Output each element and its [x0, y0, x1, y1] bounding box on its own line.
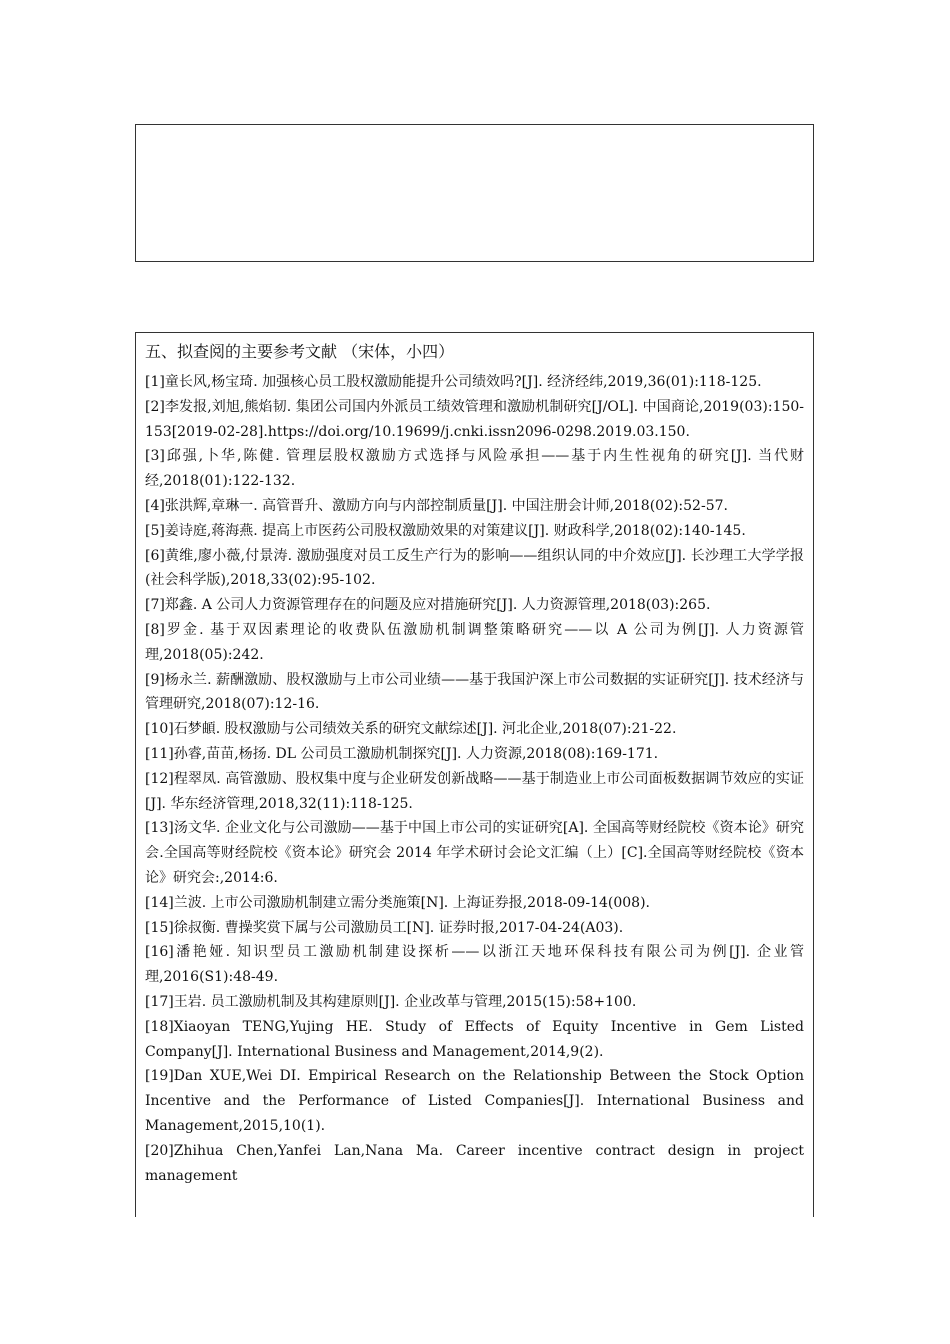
section-heading: 五、拟查阅的主要参考文献 （宋体，小四）: [145, 342, 455, 361]
reference-item: [4]张洪辉,章琳一. 高管晋升、激励方向与内部控制质量[J]. 中国注册会计师,2018(02):52-57.: [145, 497, 728, 514]
reference-item: [3]邱强,卜华,陈健. 管理层股权激励方式选择与风险承担——基于内生性视角的研究[J]. 当代财经,2018(01):122-132.: [145, 448, 804, 490]
reference-item: [9]杨永兰. 薪酬激励、股权激励与上市公司业绩——基于我国沪深上市公司数据的实证研究[J]. 技术经济与管理研究,2018(07):12-16.: [145, 671, 804, 713]
reference-item: [18]Xiaoyan TENG,Yujing HE. Study of Effects of Equity Incentive in Gem Listed Company[J]. International Business and Management,2014,9(2).: [145, 1018, 804, 1060]
reference-item: [5]姜诗庭,蒋海燕. 提高上市医药公司股权激励效果的对策建议[J]. 财政科学,2018(02):140-145.: [145, 522, 746, 539]
reference-item: [20]Zhihua Chen,Yanfei Lan,Nana Ma. Career incentive contract design in project management: [145, 1142, 804, 1184]
reference-item: [17]王岩. 员工激励机制及其构建原则[J]. 企业改革与管理,2015(15):58+100.: [145, 993, 637, 1010]
reference-item: [16]潘艳娅. 知识型员工激励机制建设探析——以浙江天地环保科技有限公司为例[J]. 企业管理,2016(S1):48-49.: [145, 944, 804, 986]
reference-item: [2]李发报,刘旭,熊焰韧. 集团公司国内外派员工绩效管理和激励机制研究[J/OL]. 中国商论,2019(03):150-153[2019-02-28].https://doi.org/10.19699/j.cnki.issn2096-0298.2019.03.150.: [145, 398, 804, 440]
reference-item: [13]汤文华. 企业文化与公司激励——基于中国上市公司的实证研究[A]. 全国高等财经院校《资本论》研究会.全国高等财经院校《资本论》研究会 2014 年学术研讨会论文汇编（上）[C].全国高等财经院校《资本论》研究会:,2014:6.: [145, 820, 804, 886]
reference-item: [12]程翠凤. 高管激励、股权集中度与企业研发创新战略——基于制造业上市公司面板数据调节效应的实证[J]. 华东经济管理,2018,32(11):118-125.: [145, 770, 804, 812]
references-section: [135, 332, 814, 1217]
reference-item: [19]Dan XUE,Wei DI. Empirical Research on the Relationship Between the Stock Option Incentive and the Performance of Listed Companies[J]. International Business and Management,2015,10(1).: [145, 1068, 804, 1134]
reference-item: [1]童长风,杨宝琦. 加强核心员工股权激励能提升公司绩效吗?[J]. 经济经纬,2019,36(01):118-125.: [145, 374, 762, 390]
empty-content-box: [135, 124, 814, 262]
reference-item: [8]罗金. 基于双因素理论的收费队伍激励机制调整策略研究——以 A 公司为例[J]. 人力资源管理,2018(05):242.: [145, 621, 804, 663]
reference-item: [15]徐叔衡. 曹操奖赏下属与公司激励员工[N]. 证券时报,2017-04-24(A03).: [145, 919, 624, 936]
reference-item: [10]石梦頔. 股权激励与公司绩效关系的研究文献综述[J]. 河北企业,2018(07):21-22.: [145, 721, 677, 738]
reference-item: [11]孙睿,苗苗,杨扬. DL 公司员工激励机制探究[J]. 人力资源,2018(08):169-171.: [145, 745, 659, 762]
reference-item: [14]兰波. 上市公司激励机制建立需分类施策[N]. 上海证券报,2018-09-14(008).: [145, 894, 650, 911]
references-list: [145, 370, 804, 1188]
reference-item: [7]郑鑫. A 公司人力资源管理存在的问题及应对措施研究[J]. 人力资源管理,2018(03):265.: [145, 597, 711, 614]
reference-item: [6]黄维,廖小薇,付景涛. 激励强度对员工反生产行为的影响——组织认同的中介效应[J]. 长沙理工大学学报(社会科学版),2018,33(02):95-102.: [145, 547, 804, 589]
